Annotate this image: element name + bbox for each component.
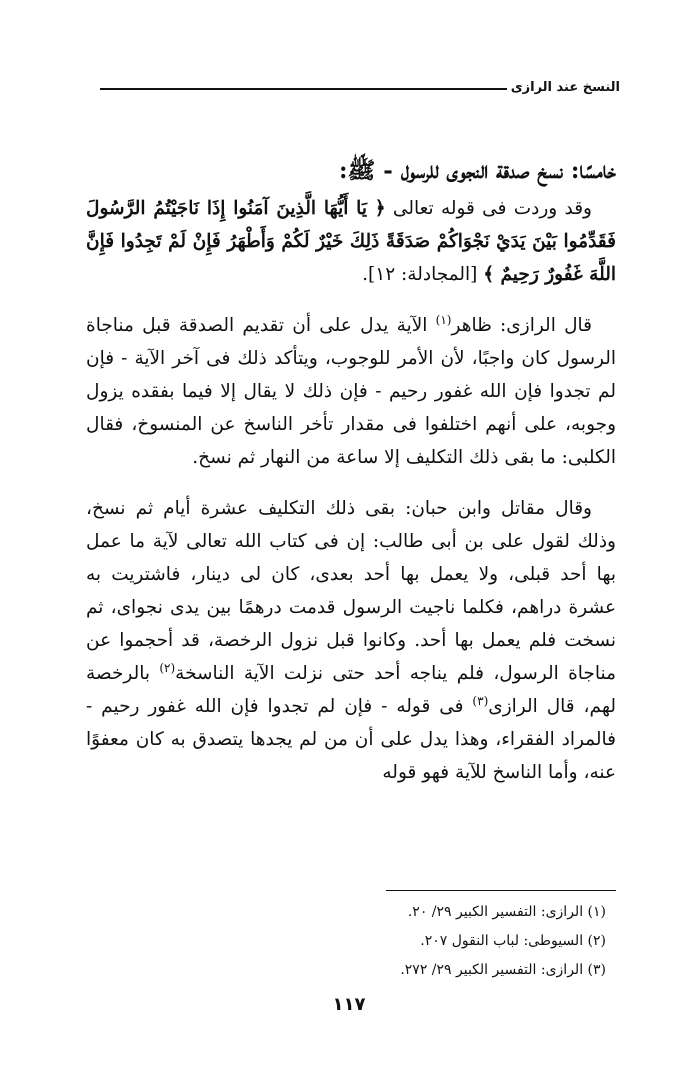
paragraph-2-text-a: قال الرازى: ظاهر (451, 315, 592, 336)
main-text (86, 150, 616, 789)
paragraph-2-text-b: الآية يدل على أن تقديم الصدقة قبل مناجاة الرسول كان واجبًا، لأن الأمر للوجوب، ويتأكد ذلك فى آخر الآية - فإن لم تجدوا فإن الله غفور رحيم - فإن ذلك لا يقال إلا فيما بفقده يزول وجوبه، على أنهم اختلفوا فى مقدار تأخر الناسخ عن المنسوخ، فقال الكلبى: ما بقى ذلك التكليف إلا ساعة من النهار ثم نسخ. (86, 315, 616, 468)
header-rule (100, 88, 507, 90)
paragraph-3-text-a: وقال مقاتل وابن حبان: بقى ذلك التكليف عشرة أيام ثم نسخ، وذلك لقول على بن أبى طالب: إن فى كتاب الله تعالى لآية ما عمل بها أحد قبلى، ولا يعمل بها أحد بعدى، كان لى دينار، فاشتريت به عشرة دراهم، فكلما ناجيت الرسول قدمت درهمًا بين يدى نجواى، ثم نسخت فلم يعمل بها أحد. وكانوا قبل نزول الرخصة، قد أحجموا عن مناجاة الرسول، فلم يناجه أحد حتى نزلت الآية الناسخة (86, 498, 616, 684)
paragraph-2 (86, 309, 616, 474)
footnote-rule (386, 890, 616, 891)
footnote-1: (١) الرازى: التفسير الكبير ٢٩/ ٢٠. (407, 904, 606, 920)
running-header-title: النسخ عند الرازى (510, 79, 620, 95)
paragraph-3 (86, 492, 616, 789)
footnote-3: (٣) الرازى: التفسير الكبير ٢٩/ ٢٧٢. (400, 962, 606, 978)
paragraph-1-lead: وقد وردت فى قوله تعالى (385, 198, 592, 219)
paragraph-3-text-c: فى قوله - فإن لم تجدوا فإن الله غفور رحيم - فالمراد الفقراء، وهذا يدل على أن من لم يجدها يتصدق به كان معفوًا عنه، وأما الناسخ للآية فهو قوله (86, 696, 616, 783)
footnote-ref-2[interactable]: (٢) (159, 660, 176, 675)
quran-verse: ﴿ يَا أَيُّهَا الَّذِينَ آمَنُوا إِذَا نَاجَيْتُمُ الرَّسُولَ فَقَدِّمُوا بَيْنَ يَدَيْ نَجْوَاكُمْ صَدَقَةً ذَلِكَ خَيْرٌ لَكُمْ وَأَطْهَرُ فَإِنْ لَمْ تَجِدُوا فَإِنَّ اللَّهَ غَفُورٌ رَحِيمٌ ﴾ (86, 198, 616, 285)
footnote-ref-1[interactable]: (١) (435, 312, 452, 327)
footnote-ref-3[interactable]: (٣) (472, 693, 489, 708)
running-header (100, 76, 620, 98)
section-heading: خامسًا: نسخ صدقة النجوى للرسول - ﷺ: (339, 157, 616, 184)
page-number: ١١٧ (332, 994, 366, 1015)
footnote-2: (٢) السيوطى: لباب النقول ٢٠٧. (420, 933, 606, 949)
verse-reference: [المجادلة: ١٢]. (362, 264, 484, 285)
paragraph-1 (86, 192, 616, 291)
paragraph-gap (86, 474, 616, 492)
paragraph-3-text-b: بالرخصة لهم، قال الرازى (86, 663, 616, 717)
paragraph-gap (86, 291, 616, 309)
footnotes (106, 898, 606, 985)
